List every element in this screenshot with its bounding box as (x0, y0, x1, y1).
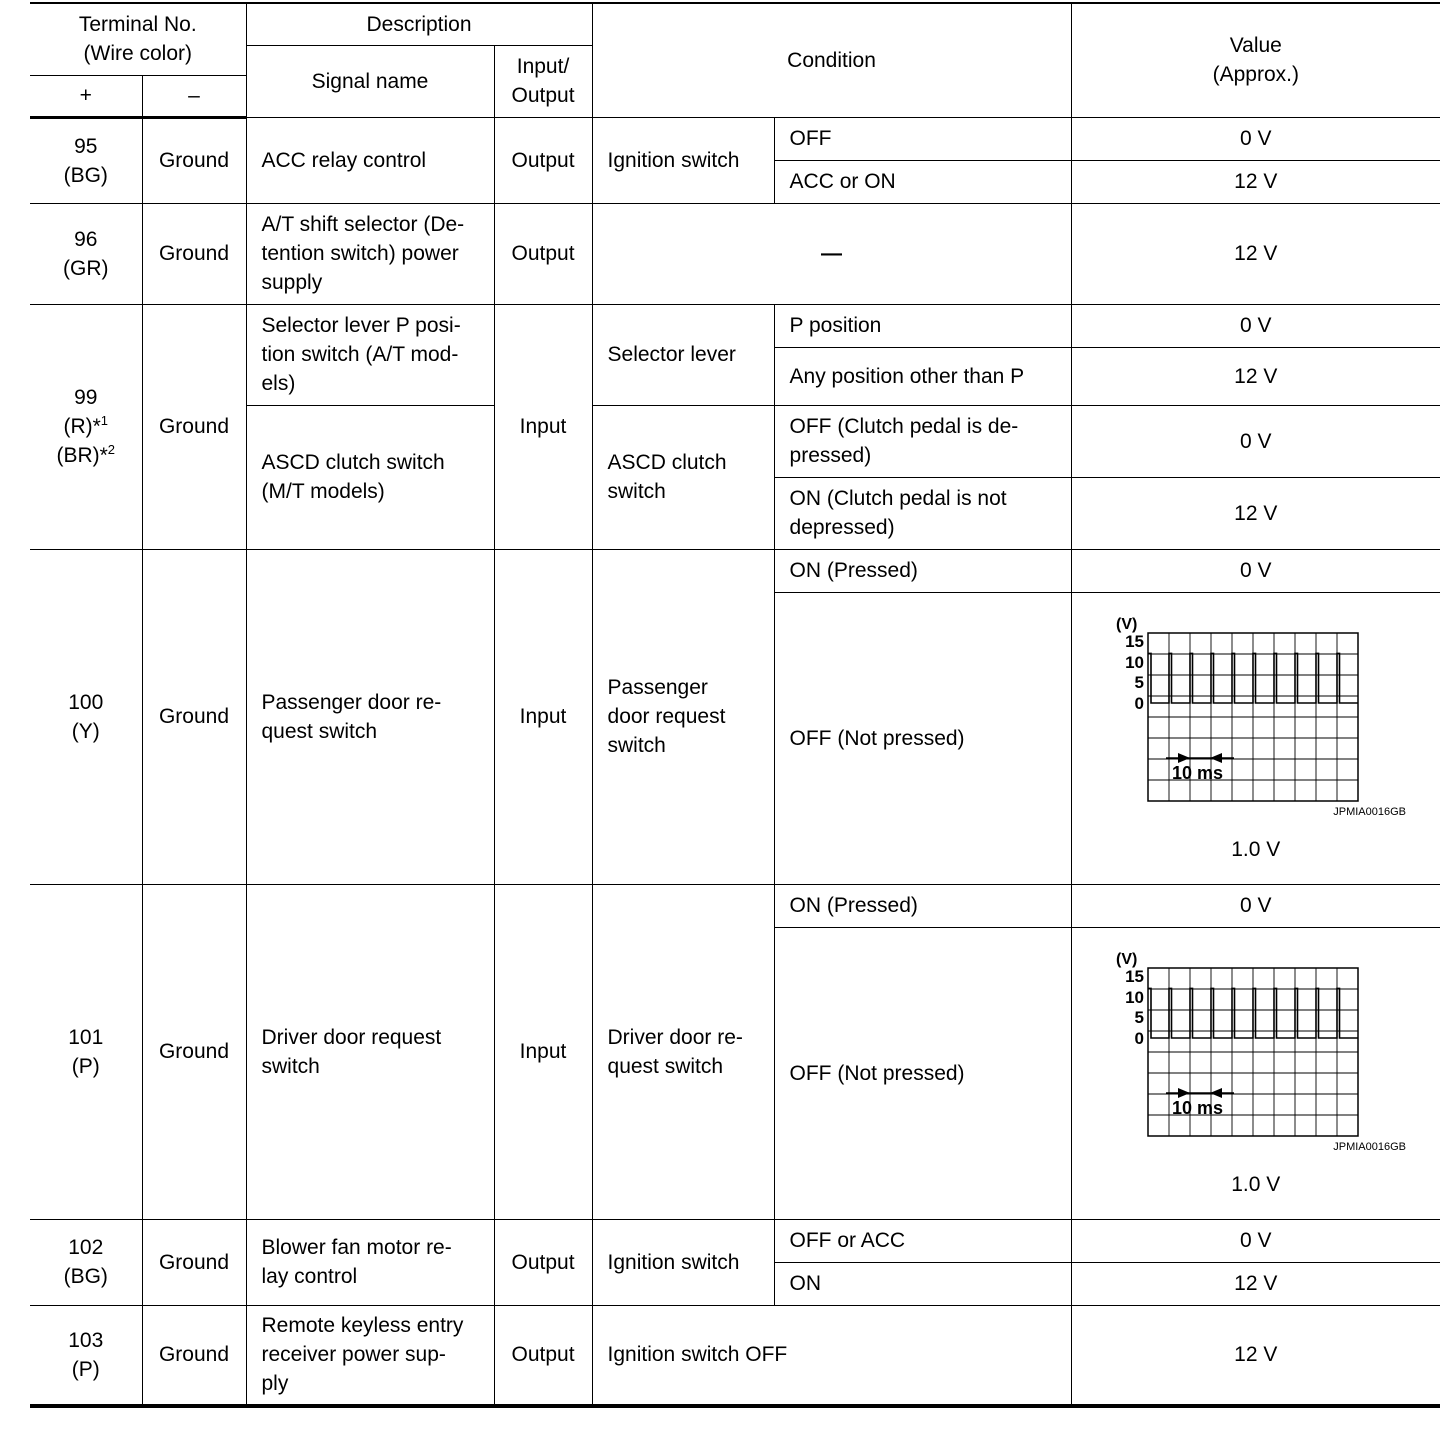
value-cell: 12 V (1071, 1305, 1440, 1406)
condition-cell: Passenger door request switch (592, 549, 774, 884)
ground-cell: Ground (142, 1305, 246, 1406)
table-row (30, 203, 1440, 304)
value-cell: 0 V (1071, 884, 1440, 927)
table-row (30, 549, 1440, 592)
waveform-y-tick: 10 (1124, 987, 1144, 1007)
ground-cell: Ground (142, 1219, 246, 1305)
waveform-time-marker (1166, 753, 1234, 783)
terminal-cell: 102 (BG) (30, 1219, 142, 1305)
waveform-y-unit: (V) (1115, 615, 1138, 633)
state-cell: ACC or ON (774, 160, 1071, 203)
value-cell: 0 V (1071, 549, 1440, 592)
waveform-chart (1106, 613, 1406, 835)
value-cell: 0 V (1071, 1219, 1440, 1262)
ground-cell: Ground (142, 884, 246, 1219)
state-cell: OFF (Not pressed) (774, 927, 1071, 1219)
waveform-y-tick: 15 (1124, 631, 1144, 651)
terminal-cell: 96 (GR) (30, 203, 142, 304)
header-condition: Condition (592, 3, 1071, 117)
value-cell: 0 V (1071, 304, 1440, 347)
terminal-cell: 99 (R)*$^1$ (BR)*$^2$ (30, 304, 142, 549)
terminal-cell: 95 (BG) (30, 117, 142, 203)
header-terminal-no: Terminal No. (Wire color) (30, 3, 246, 75)
value-cell (1071, 927, 1440, 1219)
terminal-cell: 103 (P) (30, 1305, 142, 1406)
value-cell: 0 V (1071, 405, 1440, 477)
waveform-y-tick: 0 (1134, 1028, 1144, 1048)
ground-cell: Ground (142, 117, 246, 203)
value-cell: 12 V (1071, 160, 1440, 203)
value-cell: 0 V (1071, 117, 1440, 160)
terminal-cell: 101 (P) (30, 884, 142, 1219)
waveform-time-marker (1166, 1088, 1234, 1118)
header-input-output: Input/ Output (494, 45, 592, 117)
signal-name-cell: Driver door request switch (246, 884, 494, 1219)
header-signal-name: Signal name (246, 45, 494, 117)
signal-name-cell: ASCD clutch switch (M/T models) (246, 405, 494, 549)
ground-cell: Ground (142, 203, 246, 304)
io-cell: Input (494, 884, 592, 1219)
state-cell: ON (Pressed) (774, 884, 1071, 927)
state-cell: ON (Clutch pedal is not depressed) (774, 477, 1071, 549)
state-cell: OFF (Clutch pedal is de- pressed) (774, 405, 1071, 477)
table-row (30, 884, 1440, 927)
state-cell: OFF (Not pressed) (774, 592, 1071, 884)
state-cell: OFF (774, 117, 1071, 160)
value-cell: 12 V (1071, 477, 1440, 549)
state-cell: ON (774, 1262, 1071, 1305)
value-cell: 12 V (1071, 1262, 1440, 1305)
ground-cell: Ground (142, 549, 246, 884)
condition-cell: Ignition switch (592, 1219, 774, 1305)
condition-cell: Selector lever (592, 304, 774, 405)
waveform-y-tick: 5 (1134, 672, 1144, 692)
condition-cell: ASCD clutch switch (592, 405, 774, 549)
waveform-time-scale: 10 ms (1171, 1097, 1223, 1118)
terminal-table (30, 2, 1440, 1408)
signal-name-cell: A/T shift selector (De- tention switch) power supply (246, 203, 494, 304)
waveform-time-scale: 10 ms (1171, 762, 1223, 783)
signal-name-cell: Blower fan motor re- lay control (246, 1219, 494, 1305)
waveform-code: JPMIA0016GB (1333, 1140, 1406, 1153)
condition-cell: Ignition switch (592, 117, 774, 203)
io-cell: Input (494, 549, 592, 884)
state-cell: ON (Pressed) (774, 549, 1071, 592)
value-cell: 12 V (1071, 347, 1440, 405)
signal-name-cell: Selector lever P posi- tion switch (A/T mod- els) (246, 304, 494, 405)
value-cell (1071, 592, 1440, 884)
waveform-y-tick: 0 (1134, 693, 1144, 713)
header-description: Description (246, 3, 592, 45)
state-cell: OFF or ACC (774, 1219, 1071, 1262)
io-cell: Input (494, 304, 592, 549)
ground-cell: Ground (142, 304, 246, 549)
condition-cell: Ignition switch OFF (592, 1305, 1071, 1406)
waveform-chart (1106, 948, 1406, 1170)
io-cell: Output (494, 1305, 592, 1406)
condition-cell: — (592, 203, 1071, 304)
condition-cell: Driver door re- quest switch (592, 884, 774, 1219)
signal-name-cell: Passenger door re- quest switch (246, 549, 494, 884)
waveform-y-tick: 15 (1124, 966, 1144, 986)
io-cell: Output (494, 203, 592, 304)
waveform-y-tick: 5 (1134, 1007, 1144, 1027)
waveform-y-unit: (V) (1115, 950, 1138, 968)
table-row (30, 1305, 1440, 1406)
state-cell: Any position other than P (774, 347, 1071, 405)
state-cell: P position (774, 304, 1071, 347)
value-cell: 12 V (1071, 203, 1440, 304)
waveform-y-tick: 10 (1124, 652, 1144, 672)
header-value: Value (Approx.) (1071, 3, 1440, 117)
signal-name-cell: ACC relay control (246, 117, 494, 203)
value-text: 1.0 V (1231, 837, 1281, 861)
table-row (30, 1219, 1440, 1262)
signal-name-cell: Remote keyless entry receiver power sup- ply (246, 1305, 494, 1406)
io-cell: Output (494, 117, 592, 203)
terminal-cell: 100 (Y) (30, 549, 142, 884)
header-minus: – (142, 75, 246, 117)
table-row (30, 117, 1440, 160)
table-row (30, 304, 1440, 347)
header-plus: + (30, 75, 142, 117)
waveform-code: JPMIA0016GB (1333, 805, 1406, 818)
io-cell: Output (494, 1219, 592, 1305)
value-text: 1.0 V (1231, 1172, 1281, 1196)
